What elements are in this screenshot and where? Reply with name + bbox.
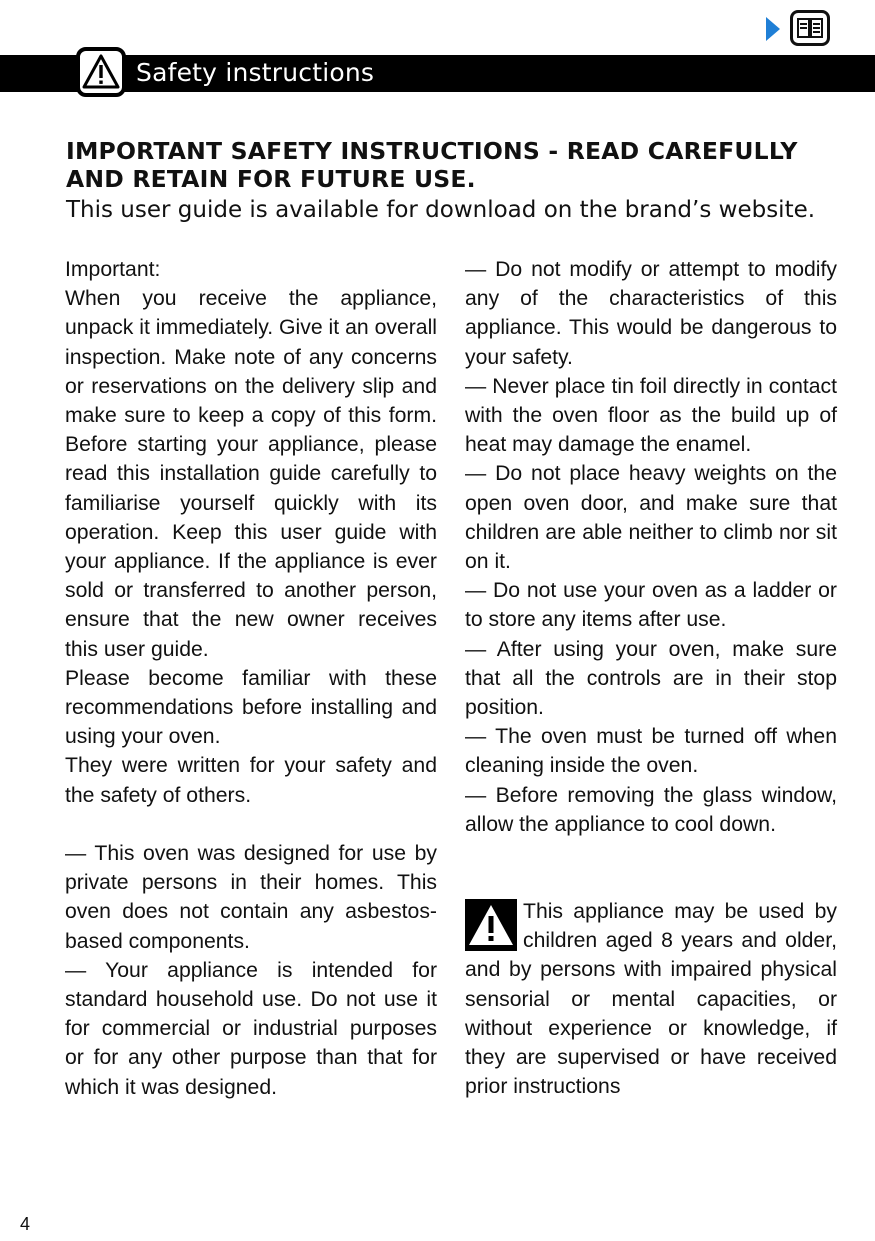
- next-page-arrow-icon[interactable]: [766, 17, 780, 41]
- page-subtitle: This user guide is available for download on the brand’s website.: [66, 197, 816, 223]
- safety-item: — After using your oven, make sure that all the controls are in their stop position.: [465, 637, 837, 720]
- manual-book-icon: [790, 10, 830, 46]
- right-column: [465, 255, 837, 1101]
- important-label: Important:: [65, 258, 161, 281]
- warning-sign-icon: [465, 899, 517, 951]
- warning-block: [465, 897, 837, 1101]
- safety-item: — Never place tin foil directly in contact with the oven floor as the build up of heat may damage the enamel.: [465, 374, 837, 457]
- safety-item: — The oven must be turned off when cleaning inside the oven.: [465, 725, 837, 778]
- recommendation-paragraph: Please become familiar with these recommendations before installing and using your oven.: [65, 666, 437, 749]
- safety-item: — This oven was designed for use by private persons in their homes. This oven does not contain any asbestos-based components.: [65, 842, 437, 953]
- warning-text: This appliance may be used by children aged 8 years and older, and by persons with impaired physical sensorial or mental capacities, or without experience or knowledge, if they are supervised or have received prior instructions: [465, 900, 837, 1099]
- page-title: IMPORTANT SAFETY INSTRUCTIONS - READ CAREFULLY AND RETAIN FOR FUTURE USE.: [66, 137, 798, 193]
- safety-item: — Do not place heavy weights on the open oven door, and make sure that children are able neither to climb nor sit on it.: [465, 462, 837, 574]
- safety-item: — Your appliance is intended for standard household use. Do not use it for commercial or industrial purposes or for any other purpose than that for which it was designed.: [65, 958, 437, 1099]
- page-number: 4: [20, 1214, 31, 1234]
- safety-item: — Do not modify or attempt to modify any of the characteristics of this appliance. This would be dangerous to your safety.: [465, 258, 837, 369]
- safety-item: — Before removing the glass window, allow the appliance to cool down.: [465, 783, 837, 836]
- left-column: [65, 255, 437, 1102]
- safety-item: — Do not use your oven as a ladder or to store any items after use.: [465, 579, 837, 632]
- warning-triangle-icon: [76, 47, 126, 97]
- section-header-bar: [0, 55, 875, 92]
- section-title: Safety instructions: [136, 58, 375, 87]
- intro-paragraph: When you receive the appliance, unpack it immediately. Give it an overall inspection. Make note of any concerns or reservations on the delivery slip and make sure to keep a copy of this form. Before starting your appliance, please read this installation guide carefully to familiarise yourself quickly with its operation. Keep this user guide with your appliance. If the appliance is ever sold or transferred to another person, ensure that the new owner receives this user guide.: [65, 287, 437, 661]
- safety-paragraph: They were written for your safety and the safety of others.: [65, 754, 437, 807]
